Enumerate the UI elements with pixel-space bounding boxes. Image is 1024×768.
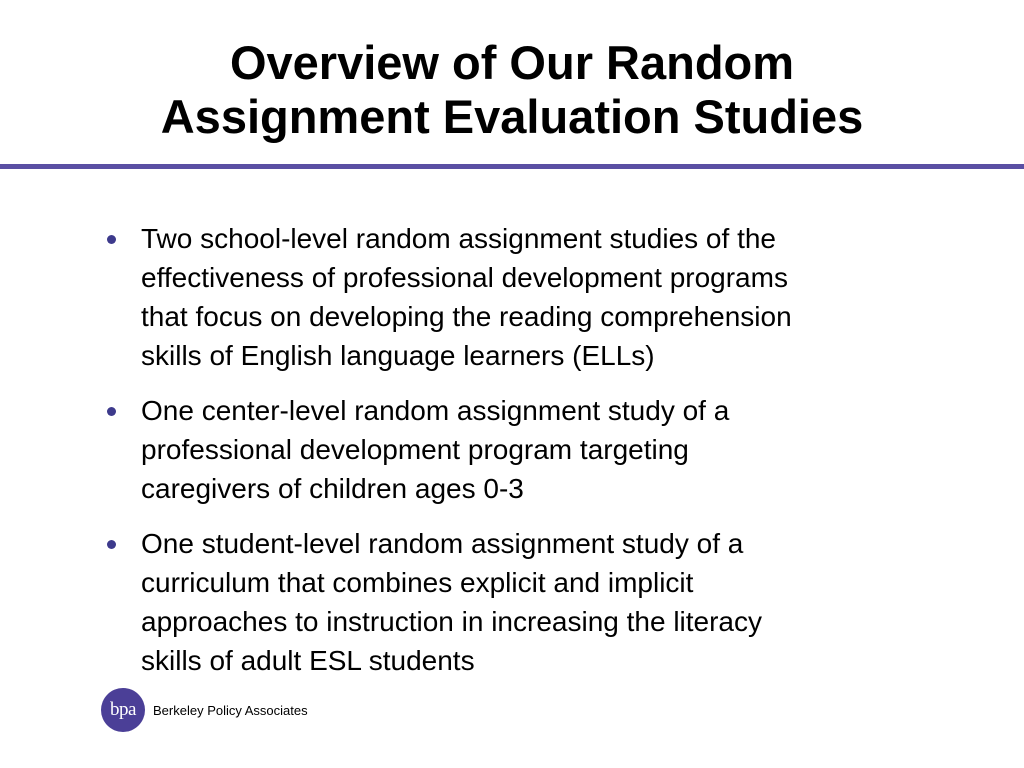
bullet-line: professional development program targeting [141, 434, 689, 465]
bullet-line: that focus on developing the reading comprehension [141, 301, 792, 332]
slide-title-line-2: Assignment Evaluation Studies [160, 90, 864, 143]
slide-title-line-1: Overview of Our Random [229, 36, 795, 89]
organization-name: Berkeley Policy Associates [153, 702, 308, 718]
bullet-line: Two school-level random assignment studies of the [141, 223, 776, 254]
bullet-item-center-study [104, 391, 924, 508]
bullet-item-school-studies [104, 219, 924, 375]
bullet-line: skills of English language learners (ELLs) [141, 340, 655, 371]
bullet-item-student-study [104, 524, 924, 680]
bullet-line: approaches to instruction in increasing the literacy [141, 606, 763, 637]
bullet-line: effectiveness of professional development programs [141, 262, 788, 293]
bpa-logo: bpa [101, 688, 145, 732]
bullet-line: skills of adult ESL students [141, 645, 475, 676]
bullet-dot-icon [107, 540, 116, 549]
bullet-text [141, 524, 924, 680]
bullet-dot-icon [107, 235, 116, 244]
bullet-line: One student-level random assignment study of a [141, 528, 744, 559]
bullet-text [141, 391, 924, 508]
title-divider [0, 164, 1024, 169]
bullet-dot-icon [107, 407, 116, 416]
bullet-text [141, 219, 924, 375]
bullet-line: One center-level random assignment study of a [141, 395, 730, 426]
bullet-list [104, 219, 924, 696]
bullet-line: caregivers of children ages 0-3 [141, 473, 524, 504]
bullet-line: curriculum that combines explicit and implicit [141, 567, 694, 598]
slide-title [0, 36, 1024, 144]
footer [101, 688, 308, 732]
